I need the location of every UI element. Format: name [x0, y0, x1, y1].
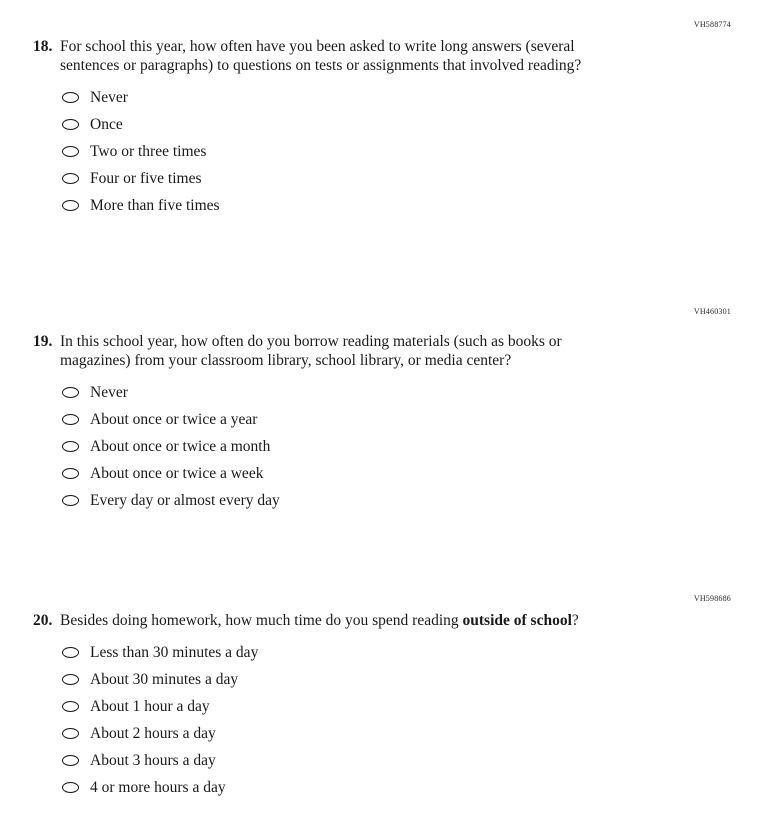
answer-oval-icon[interactable] — [62, 119, 79, 130]
question-text-main: For school this year, how often have you been asked to write long answers (several sentences or paragraphs) to questions on tests or assignments that involved reading? — [60, 38, 582, 74]
option-label: About once or twice a month — [90, 438, 271, 455]
option-label: Never — [90, 89, 128, 106]
answer-option[interactable] — [62, 433, 757, 460]
answer-oval-icon[interactable] — [62, 728, 79, 739]
answer-oval-icon[interactable] — [62, 701, 79, 712]
answer-option[interactable] — [62, 639, 757, 666]
question-code: VH588774 — [693, 20, 731, 29]
answer-option[interactable] — [62, 165, 757, 192]
answer-oval-icon[interactable] — [62, 173, 79, 184]
question-19 — [0, 332, 757, 514]
option-label: More than five times — [90, 197, 220, 214]
question-number: 20. — [33, 612, 53, 629]
answer-oval-icon[interactable] — [62, 92, 79, 103]
question-text — [60, 37, 626, 75]
option-label: Every day or almost every day — [90, 492, 280, 509]
option-label: Never — [90, 384, 128, 401]
option-label: About once or twice a year — [90, 411, 258, 428]
option-label: About 1 hour a day — [90, 698, 210, 715]
answer-oval-icon[interactable] — [62, 200, 79, 211]
answer-option[interactable] — [62, 111, 757, 138]
option-label: Once — [90, 116, 123, 133]
answer-oval-icon[interactable] — [62, 782, 79, 793]
option-label: Four or five times — [90, 170, 202, 187]
option-label: About 30 minutes a day — [90, 671, 239, 688]
question-text-bold: outside of school — [462, 612, 572, 629]
question-text-main: In this school year, how often do you borrow reading materials (such as books or magazines) from your classroom library, school library, or media center? — [60, 333, 562, 369]
answer-option[interactable] — [62, 460, 757, 487]
answer-oval-icon[interactable] — [62, 414, 79, 425]
option-label: About 3 hours a day — [90, 752, 216, 769]
option-label: About 2 hours a day — [90, 725, 216, 742]
answer-option[interactable] — [62, 487, 757, 514]
answer-option[interactable] — [62, 720, 757, 747]
answer-option[interactable] — [62, 406, 757, 433]
question-code: VH460301 — [693, 307, 731, 316]
answer-option[interactable] — [62, 666, 757, 693]
answer-oval-icon[interactable] — [62, 468, 79, 479]
answer-option[interactable] — [62, 693, 757, 720]
answer-option[interactable] — [62, 192, 757, 219]
question-text-main: Besides doing homework, how much time do you spend reading — [60, 612, 463, 629]
answer-oval-icon[interactable] — [62, 495, 79, 506]
answer-oval-icon[interactable] — [62, 755, 79, 766]
answer-option[interactable] — [62, 84, 757, 111]
answer-oval-icon[interactable] — [62, 387, 79, 398]
question-number: 18. — [33, 38, 53, 55]
answer-options — [62, 639, 757, 801]
question-number: 19. — [33, 333, 53, 350]
question-20 — [0, 611, 757, 801]
answer-options — [62, 379, 757, 514]
answer-oval-icon[interactable] — [62, 441, 79, 452]
answer-oval-icon[interactable] — [62, 674, 79, 685]
question-text — [60, 611, 750, 630]
question-code: VH598686 — [693, 594, 731, 603]
question-text-end: ? — [571, 612, 579, 629]
answer-option[interactable] — [62, 774, 757, 801]
option-label: Two or three times — [90, 143, 207, 160]
option-label: Less than 30 minutes a day — [90, 644, 259, 661]
answer-oval-icon[interactable] — [62, 146, 79, 157]
answer-option[interactable] — [62, 747, 757, 774]
question-text — [60, 332, 626, 370]
answer-options — [62, 84, 757, 219]
answer-oval-icon[interactable] — [62, 647, 79, 658]
answer-option[interactable] — [62, 138, 757, 165]
option-label: About once or twice a week — [90, 465, 264, 482]
answer-option[interactable] — [62, 379, 757, 406]
option-label: 4 or more hours a day — [90, 779, 226, 796]
question-18 — [0, 37, 757, 219]
